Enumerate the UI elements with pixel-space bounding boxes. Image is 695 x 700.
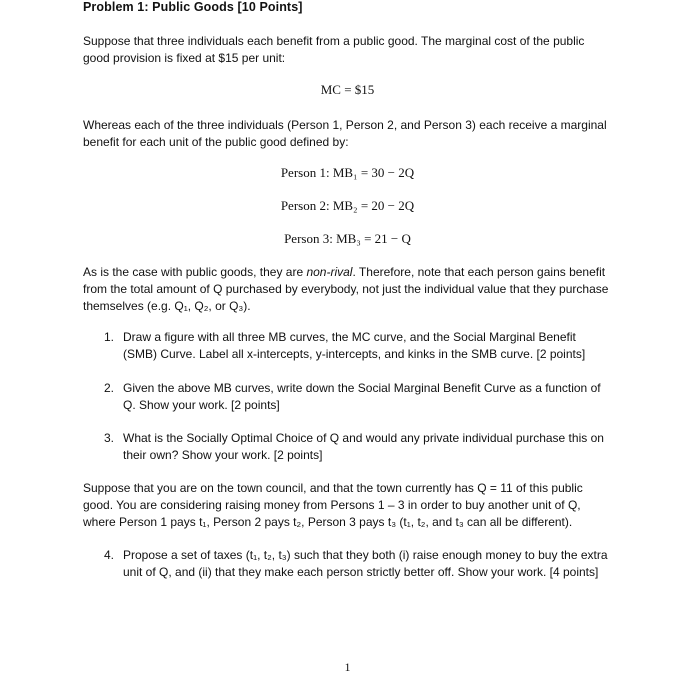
question-text: Propose a set of taxes (t₁, t₂, t₃) such that they both (i) raise enough money to buy the extra unit of Q, and (ii) that they make each person strictly better off. Show your work. [4 points] [123,548,608,579]
question-number: 2. [104,381,115,395]
non-rival-emphasis: non-rival [306,265,353,279]
question-number: 3. [104,431,115,445]
mc-equation: MC = $15 [320,82,375,97]
non-rival-text-start: As is the case with public goods, they are [83,265,307,279]
mb-intro-paragraph: Whereas each of the three individuals (Person 1, Person 2, and Person 3) each receive a marginal benefit for each unit of the public good defined by: [83,118,607,149]
mb-equation-person-1: Person 1: MB₁ = 30 − 2Q [280,165,415,180]
question-number: 1. [104,330,115,344]
question-number: 4. [104,548,115,562]
intro-paragraph: Suppose that three individuals each benefit from a public good. The marginal cost of the public good provision is fixed at $15 per unit: [83,34,585,65]
question-text: Given the above MB curves, write down the Social Marginal Benefit Curve as a function of Q. Show your work. [2 points] [123,381,601,412]
council-paragraph: Suppose that you are on the town council, and that the town currently has Q = 11 of this public good. You are considering raising money from Persons 1 – 3 in order to buy another unit of Q, where Person 1 pays t₁, Person 2 pays t₂, Person 3 pays t₃ (t₁, t₂, and t₃ can all be different). [83,481,583,529]
question-text: What is the Socially Optimal Choice of Q and would any private individual purchase this on their own? Show your work. [2 points] [123,431,604,462]
problem-title: Problem 1: Public Goods [10 Points] [83,0,303,14]
page-number: 1 [344,660,351,674]
non-rival-text-end: . Therefore, note that each person gains benefit from the total amount of Q purchased by everybody, not just the individual value that they purchase themselves (e.g. Q₁, Q₂, or Q₃). [83,265,609,313]
question-text: Draw a figure with all three MB curves, the MC curve, and the Social Marginal Benefit (SMB) Curve. Label all x-intercepts, y-intercepts, and kinks in the SMB curve. [2 points] [123,330,586,361]
mb-equation-person-2: Person 2: MB₂ = 20 − 2Q [280,198,415,213]
non-rival-paragraph [83,264,613,315]
mb-equation-person-3: Person 3: MB₃ = 21 − Q [284,231,411,246]
